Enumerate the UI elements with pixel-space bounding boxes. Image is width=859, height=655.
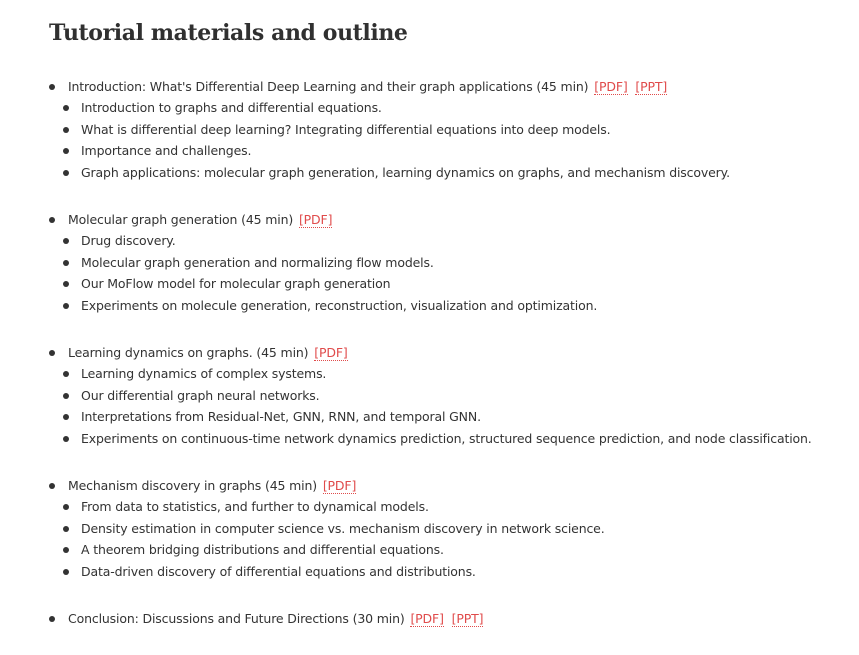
bullet-icon [63,127,69,133]
bullet-icon [63,170,69,176]
list-item [0,608,859,629]
pdf-link[interactable]: [PDF] [314,345,348,360]
item-text: From data to statistics, and further to dynamical models. [81,499,429,514]
bullet-icon [63,436,69,442]
item-text: Graph applications: molecular graph generation, learning dynamics on graphs, and mechanism discovery. [81,164,730,180]
item-text: Interpretations from Residual-Net, GNN, RNN, and temporal GNN. [81,409,481,424]
item-text: Experiments on continuous-time network dynamics prediction, structured sequence prediction, and node classification. [81,430,812,446]
list-item [0,119,859,141]
list-item [0,97,859,119]
item-text: Experiments on molecule generation, reconstruction, visualization and optimization. [81,297,598,313]
bullet-icon [63,260,69,266]
section-title: Molecular graph generation (45 min) [68,212,294,227]
bullet-icon [63,393,69,399]
list-item [0,273,859,295]
section-title: Introduction: What's Differential Deep Learning and their graph applications (45 min) [68,79,589,94]
bullet-icon [63,504,69,510]
list-item [0,295,859,317]
pdf-link[interactable]: [PDF] [298,212,333,227]
item-text: Density estimation in computer science vs. mechanism discovery in network science. [81,520,605,536]
bullet-icon [49,350,55,356]
section-introduction [0,76,859,183]
section-molecular-graph-generation [0,209,859,316]
list-item [0,76,859,97]
pdf-link[interactable]: [PDF] [322,478,357,493]
bullet-icon [63,303,69,309]
bullet-icon [63,105,69,111]
list-item [0,385,859,407]
bullet-icon [63,569,69,575]
bullet-icon [63,547,69,553]
bullet-icon [49,84,55,90]
list-item [0,475,859,496]
list-item [0,406,859,428]
list-item [0,342,859,363]
bullet-icon [63,238,69,244]
item-text: Molecular graph generation and normalizing flow models. [81,254,434,270]
bullet-icon [63,281,69,287]
section-conclusion [0,608,859,629]
section-title: Conclusion: Discussions and Future Directions (30 min) [68,611,405,626]
list-item [0,252,859,274]
section-title: Learning dynamics on graphs. (45 min) [68,345,309,360]
page-title: Tutorial materials and outline [49,20,408,46]
ppt-link[interactable]: [PPT] [451,611,484,626]
item-text: Introduction to graphs and differential equations. [81,100,382,115]
item-text: Importance and challenges. [81,143,252,158]
list-item [0,518,859,540]
bullet-icon [49,616,55,622]
bullet-icon [63,148,69,154]
item-text: Data-driven discovery of differential equations and distributions. [81,563,476,579]
bullet-icon [63,414,69,420]
list-item [0,363,859,385]
bullet-icon [49,483,55,489]
section-title: Mechanism discovery in graphs (45 min) [68,478,317,493]
pdf-link[interactable]: [PDF] [594,79,628,94]
item-text: Learning dynamics of complex systems. [81,366,327,381]
outline-list [0,76,859,655]
list-item [0,209,859,230]
item-text: A theorem bridging distributions and differential equations. [81,542,444,557]
section-learning-dynamics [0,342,859,449]
list-item [0,496,859,518]
list-item [0,539,859,561]
pdf-link[interactable]: [PDF] [410,611,444,626]
section-mechanism-discovery [0,475,859,582]
list-item [0,162,859,184]
list-item [0,140,859,162]
list-item [0,230,859,252]
bullet-icon [63,526,69,532]
list-item [0,428,859,450]
item-text: Our MoFlow model for molecular graph generation [81,276,391,291]
list-item [0,561,859,583]
bullet-icon [63,371,69,377]
item-text: Our differential graph neural networks. [81,387,320,403]
ppt-link[interactable]: [PPT] [635,79,668,94]
bullet-icon [49,217,55,223]
item-text: What is differential deep learning? Integrating differential equations into deep models. [81,121,611,137]
item-text: Drug discovery. [81,233,176,248]
